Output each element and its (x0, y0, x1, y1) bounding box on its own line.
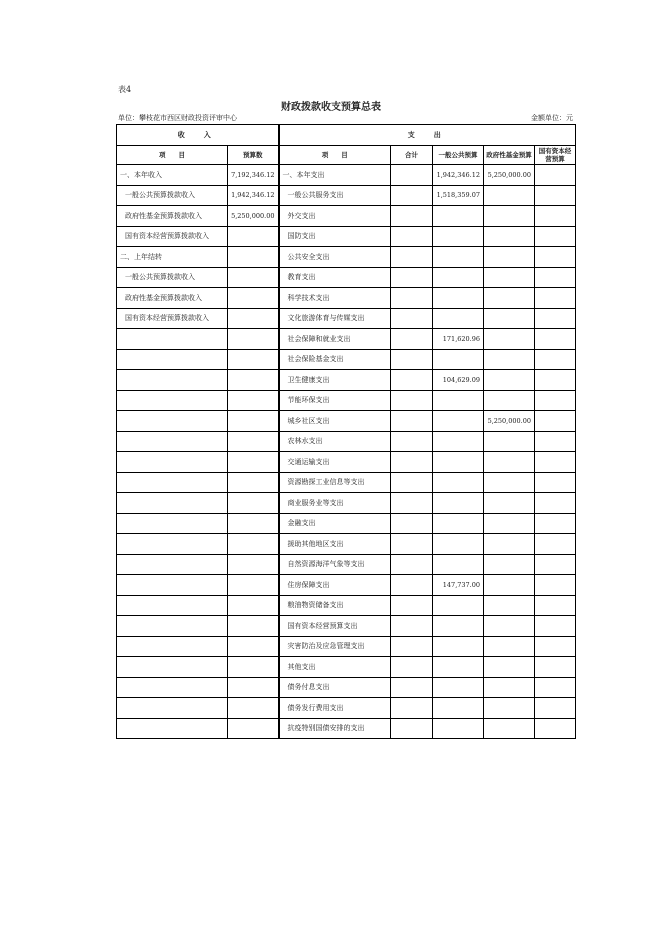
state-capital-budget-cell (535, 165, 576, 186)
table-row (117, 185, 576, 206)
income-item-cell (117, 493, 228, 514)
income-item-cell (117, 411, 228, 432)
income-item-cell (117, 452, 228, 473)
income-item-cell (117, 657, 228, 678)
table-row (117, 493, 576, 514)
general-budget-cell (433, 431, 484, 452)
income-item-cell: 国有资本经营预算拨款收入 (117, 308, 228, 329)
table-row (117, 513, 576, 534)
general-budget-cell (433, 657, 484, 678)
expense-total-cell (391, 206, 433, 227)
income-budget-cell (228, 370, 279, 391)
general-budget-cell (433, 493, 484, 514)
expense-total-cell (391, 513, 433, 534)
state-capital-budget-cell (535, 677, 576, 698)
table-row (117, 698, 576, 719)
expense-total-cell (391, 390, 433, 411)
expense-item-cell: 自然资源海洋气象等支出 (279, 554, 391, 575)
expense-total-cell (391, 226, 433, 247)
expense-total-cell (391, 698, 433, 719)
general-budget-cell: 171,620.96 (433, 329, 484, 350)
general-budget-cell (433, 554, 484, 575)
expense-item-cell: 卫生健康支出 (279, 370, 391, 391)
expense-total-cell (391, 349, 433, 370)
general-budget-cell (433, 226, 484, 247)
income-budget-cell: 7,192,346.12 (228, 165, 279, 186)
general-budget-cell (433, 595, 484, 616)
fund-budget-cell (484, 452, 535, 473)
table-row (117, 636, 576, 657)
table-row (117, 247, 576, 268)
fund-budget-cell (484, 206, 535, 227)
state-capital-budget-cell (535, 698, 576, 719)
state-capital-budget-cell (535, 349, 576, 370)
table-row (117, 390, 576, 411)
table-row (117, 349, 576, 370)
state-capital-budget-cell (535, 472, 576, 493)
state-capital-budget-cell (535, 718, 576, 739)
general-budget-cell (433, 636, 484, 657)
expense-total-cell (391, 472, 433, 493)
income-budget-cell (228, 636, 279, 657)
budget-table (116, 124, 576, 739)
state-capital-budget-cell (535, 206, 576, 227)
table-row (117, 165, 576, 186)
income-item-cell (117, 431, 228, 452)
table-row (117, 657, 576, 678)
income-item-cell (117, 370, 228, 391)
state-capital-budget-cell (535, 370, 576, 391)
table-row (117, 534, 576, 555)
expense-item-cell: 交通运输支出 (279, 452, 391, 473)
fund-budget-cell (484, 247, 535, 268)
expense-item-cell: 农林水支出 (279, 431, 391, 452)
fund-budget-cell (484, 677, 535, 698)
income-budget-cell (228, 698, 279, 719)
table-number-label: 表4 (118, 85, 132, 94)
header-row-columns (117, 146, 576, 165)
income-budget-cell (228, 329, 279, 350)
income-budget-cell (228, 595, 279, 616)
expense-item-cell: 科学技术支出 (279, 288, 391, 309)
income-budget-cell: 1,942,346.12 (228, 185, 279, 206)
state-capital-budget-cell (535, 513, 576, 534)
table-row (117, 431, 576, 452)
general-budget-cell (433, 677, 484, 698)
state-capital-budget-cell (535, 431, 576, 452)
expense-item-cell: 外交支出 (279, 206, 391, 227)
expense-total-cell (391, 370, 433, 391)
state-capital-budget-cell (535, 308, 576, 329)
expense-total-cell (391, 165, 433, 186)
col-header-income-item: 项 目 (117, 146, 228, 165)
expense-item-cell: 文化旅游体育与传媒支出 (279, 308, 391, 329)
income-budget-cell (228, 657, 279, 678)
fund-budget-cell (484, 636, 535, 657)
expense-total-cell (391, 718, 433, 739)
table-row (117, 370, 576, 391)
state-capital-budget-cell (535, 636, 576, 657)
expense-total-cell (391, 329, 433, 350)
income-budget-cell (228, 411, 279, 432)
expense-total-cell (391, 411, 433, 432)
income-item-cell (117, 595, 228, 616)
table-row (117, 452, 576, 473)
income-item-cell (117, 616, 228, 637)
expense-total-cell (391, 595, 433, 616)
income-budget-cell (228, 349, 279, 370)
fund-budget-cell (484, 226, 535, 247)
expense-total-cell (391, 247, 433, 268)
state-capital-budget-cell (535, 575, 576, 596)
expense-item-cell: 粮油物资储备支出 (279, 595, 391, 616)
general-budget-cell (433, 616, 484, 637)
general-budget-cell (433, 452, 484, 473)
fund-budget-cell (484, 575, 535, 596)
state-capital-budget-cell (535, 411, 576, 432)
general-budget-cell (433, 534, 484, 555)
fund-budget-cell (484, 370, 535, 391)
table-row (117, 226, 576, 247)
fund-budget-cell (484, 390, 535, 411)
fund-budget-cell (484, 267, 535, 288)
fund-budget-cell (484, 534, 535, 555)
income-item-cell (117, 575, 228, 596)
expense-item-cell: 债务付息支出 (279, 677, 391, 698)
general-budget-cell (433, 308, 484, 329)
fund-budget-cell (484, 472, 535, 493)
expense-total-cell (391, 616, 433, 637)
table-row (117, 595, 576, 616)
state-capital-budget-cell (535, 390, 576, 411)
income-item-cell: 国有资本经营预算拨款收入 (117, 226, 228, 247)
income-item-cell (117, 329, 228, 350)
state-capital-budget-cell (535, 288, 576, 309)
state-capital-budget-cell (535, 247, 576, 268)
state-capital-budget-cell (535, 595, 576, 616)
income-item-cell (117, 698, 228, 719)
table-row (117, 554, 576, 575)
expense-item-cell: 债务发行费用支出 (279, 698, 391, 719)
expense-total-cell (391, 677, 433, 698)
col-header-state-capital-budget: 国有资本经营预算 (535, 146, 576, 165)
income-budget-cell (228, 472, 279, 493)
general-budget-cell: 1,518,359.07 (433, 185, 484, 206)
state-capital-budget-cell (535, 185, 576, 206)
expense-item-cell: 灾害防治及应急管理支出 (279, 636, 391, 657)
income-budget-cell (228, 390, 279, 411)
expense-item-cell: 节能环保支出 (279, 390, 391, 411)
col-header-budget: 预算数 (228, 146, 279, 165)
expense-total-cell (391, 493, 433, 514)
general-budget-cell: 104,629.09 (433, 370, 484, 391)
general-budget-cell (433, 718, 484, 739)
table-row (117, 677, 576, 698)
income-budget-cell (228, 493, 279, 514)
expense-item-cell: 商业服务业等支出 (279, 493, 391, 514)
income-item-cell (117, 390, 228, 411)
income-budget-cell (228, 247, 279, 268)
general-budget-cell (433, 390, 484, 411)
expense-item-cell: 公共安全支出 (279, 247, 391, 268)
fund-budget-cell (484, 431, 535, 452)
expense-item-cell: 抗疫特别国债安排的支出 (279, 718, 391, 739)
state-capital-budget-cell (535, 267, 576, 288)
col-header-expense-item: 项 目 (279, 146, 391, 165)
general-budget-cell (433, 206, 484, 227)
income-item-cell (117, 636, 228, 657)
expense-total-cell (391, 636, 433, 657)
table-row (117, 616, 576, 637)
expense-total-cell (391, 554, 433, 575)
fund-budget-cell (484, 185, 535, 206)
expense-item-cell: 一般公共服务支出 (279, 185, 391, 206)
income-budget-cell (228, 431, 279, 452)
table-row (117, 206, 576, 227)
table-row (117, 329, 576, 350)
income-item-cell: 一、本年收入 (117, 165, 228, 186)
expense-item-cell: 社会保险基金支出 (279, 349, 391, 370)
state-capital-budget-cell (535, 493, 576, 514)
expense-total-cell (391, 657, 433, 678)
income-budget-cell (228, 575, 279, 596)
col-header-total: 合计 (391, 146, 433, 165)
income-budget-cell (228, 267, 279, 288)
fund-budget-cell (484, 698, 535, 719)
expense-item-cell: 住房保障支出 (279, 575, 391, 596)
income-item-cell (117, 677, 228, 698)
expense-item-cell: 教育支出 (279, 267, 391, 288)
table-row (117, 575, 576, 596)
income-item-cell (117, 554, 228, 575)
income-item-cell: 二、上年结转 (117, 247, 228, 268)
table-row (117, 308, 576, 329)
income-section-header: 收 入 (117, 125, 279, 146)
general-budget-cell (433, 698, 484, 719)
fund-budget-cell (484, 349, 535, 370)
expense-total-cell (391, 534, 433, 555)
table-row (117, 267, 576, 288)
general-budget-cell (433, 267, 484, 288)
income-item-cell: 政府性基金预算拨款收入 (117, 206, 228, 227)
table-row (117, 718, 576, 739)
fund-budget-cell (484, 288, 535, 309)
income-item-cell (117, 513, 228, 534)
unit-label: 单位：攀枝花市西区财政投资评审中心 (118, 114, 237, 122)
page-title: 财政拨款收支预算总表 (281, 102, 381, 113)
currency-unit-label: 金额单位：元 (531, 114, 573, 122)
general-budget-cell (433, 513, 484, 534)
state-capital-budget-cell (535, 657, 576, 678)
income-budget-cell (228, 452, 279, 473)
expense-item-cell: 一、本年支出 (279, 165, 391, 186)
fund-budget-cell: 5,250,000.00 (484, 165, 535, 186)
general-budget-cell (433, 349, 484, 370)
income-budget-cell: 5,250,000.00 (228, 206, 279, 227)
general-budget-cell (433, 288, 484, 309)
state-capital-budget-cell (535, 452, 576, 473)
income-budget-cell (228, 554, 279, 575)
table-row (117, 288, 576, 309)
fund-budget-cell (484, 616, 535, 637)
general-budget-cell: 1,942,346.12 (433, 165, 484, 186)
fund-budget-cell (484, 595, 535, 616)
fund-budget-cell (484, 718, 535, 739)
expense-total-cell (391, 452, 433, 473)
expense-section-header: 支 出 (279, 125, 576, 146)
expense-total-cell (391, 575, 433, 596)
income-item-cell: 一般公共预算拨款收入 (117, 267, 228, 288)
fund-budget-cell: 5,250,000.00 (484, 411, 535, 432)
expense-item-cell: 援助其他地区支出 (279, 534, 391, 555)
fund-budget-cell (484, 657, 535, 678)
expense-total-cell (391, 431, 433, 452)
fund-budget-cell (484, 513, 535, 534)
expense-item-cell: 资源勘探工业信息等支出 (279, 472, 391, 493)
expense-item-cell: 其他支出 (279, 657, 391, 678)
general-budget-cell (433, 247, 484, 268)
header-row-sections (117, 125, 576, 146)
income-item-cell (117, 534, 228, 555)
state-capital-budget-cell (535, 534, 576, 555)
fund-budget-cell (484, 329, 535, 350)
income-item-cell: 一般公共预算拨款收入 (117, 185, 228, 206)
fund-budget-cell (484, 308, 535, 329)
expense-item-cell: 国防支出 (279, 226, 391, 247)
expense-total-cell (391, 267, 433, 288)
income-budget-cell (228, 288, 279, 309)
table-row (117, 472, 576, 493)
income-budget-cell (228, 616, 279, 637)
income-item-cell: 政府性基金预算拨款收入 (117, 288, 228, 309)
expense-item-cell: 城乡社区支出 (279, 411, 391, 432)
income-item-cell (117, 472, 228, 493)
col-header-fund-budget: 政府性基金预算 (484, 146, 535, 165)
expense-item-cell: 国有资本经营预算支出 (279, 616, 391, 637)
income-budget-cell (228, 308, 279, 329)
general-budget-cell (433, 472, 484, 493)
income-budget-cell (228, 677, 279, 698)
expense-item-cell: 金融支出 (279, 513, 391, 534)
income-item-cell (117, 349, 228, 370)
expense-item-cell: 社会保障和就业支出 (279, 329, 391, 350)
income-budget-cell (228, 718, 279, 739)
income-budget-cell (228, 513, 279, 534)
state-capital-budget-cell (535, 226, 576, 247)
expense-total-cell (391, 308, 433, 329)
general-budget-cell (433, 411, 484, 432)
general-budget-cell: 147,737.00 (433, 575, 484, 596)
fund-budget-cell (484, 493, 535, 514)
col-header-general-budget: 一般公共预算 (433, 146, 484, 165)
state-capital-budget-cell (535, 554, 576, 575)
income-item-cell (117, 718, 228, 739)
fund-budget-cell (484, 554, 535, 575)
state-capital-budget-cell (535, 616, 576, 637)
expense-total-cell (391, 288, 433, 309)
table-row (117, 411, 576, 432)
expense-total-cell (391, 185, 433, 206)
income-budget-cell (228, 534, 279, 555)
state-capital-budget-cell (535, 329, 576, 350)
income-budget-cell (228, 226, 279, 247)
